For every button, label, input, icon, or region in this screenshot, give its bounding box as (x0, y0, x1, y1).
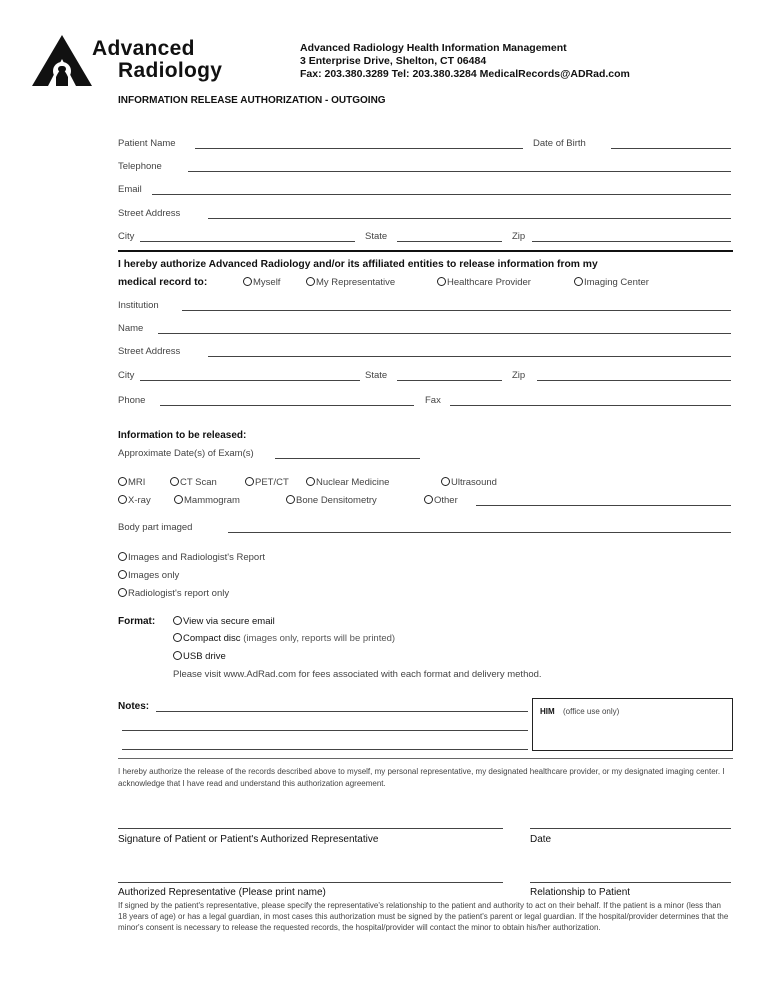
exam-dates-field[interactable] (277, 445, 418, 457)
recipient-name-label: Name (118, 323, 144, 334)
institution-field[interactable] (184, 297, 729, 309)
radio-my-representative[interactable] (306, 277, 395, 288)
recipient-fax-label: Fax (425, 395, 441, 406)
checkbox-pet-ct[interactable] (245, 477, 289, 488)
radio-label: Healthcare Provider (447, 277, 531, 288)
radio-label: Imaging Center (584, 277, 649, 288)
radio-imaging-center[interactable] (574, 277, 649, 288)
logo-text-advanced: Advanced (92, 37, 195, 60)
radio-healthcare-provider[interactable] (437, 277, 531, 288)
exam-option-label: Ultrasound (451, 477, 497, 488)
radio-circle-icon (118, 570, 127, 579)
format-option-label: View via secure email (183, 616, 275, 627)
patient-name-label: Patient Name (118, 138, 176, 149)
patient-name-field[interactable] (197, 135, 521, 147)
exam-option-label: Bone Densitometry (296, 495, 377, 506)
recipient-zip-label: Zip (512, 370, 526, 381)
fees-note: Please visit www.AdRad.com for fees associated with each format and delivery method. (173, 669, 542, 680)
dob-label: Date of Birth (533, 138, 586, 149)
radio-circle-icon (174, 495, 183, 504)
representative-label: Authorized Representative (Please print name) (118, 887, 326, 898)
footer-text: If signed by the patient's representative, please specify the representative's relationship to the patient and authority to act on their behalf. If the patient is a minor (less than 18 years of age) or has a legal guardian, in most cases this authorization must be signed by the patient's parent or legal guardian. If the hospital/provider determines that the minor's consent is necessary to release the requested records, the hospital/provider will contact the minor to obtain his/her authorization. (118, 901, 729, 932)
checkbox-other[interactable] (424, 495, 458, 506)
logo-text-radiology: Radiology (118, 59, 223, 82)
cd-note: (images only, reports will be printed) (243, 633, 396, 644)
radio-circle-icon (173, 651, 182, 660)
city-label: City (118, 231, 135, 242)
form-title: INFORMATION RELEASE AUTHORIZATION - OUTGOING (118, 95, 386, 106)
exam-dates-label: Approximate Date(s) of Exam(s) (118, 448, 254, 459)
recipient-phone-label: Phone (118, 395, 146, 406)
radio-usb-drive[interactable] (173, 651, 226, 662)
radio-images-and-report[interactable] (118, 552, 265, 563)
checkbox-mammogram[interactable] (174, 495, 240, 506)
org-block (300, 42, 630, 81)
signature-field[interactable] (120, 815, 501, 827)
notes-label: Notes: (118, 701, 150, 712)
checkbox-mri[interactable] (118, 477, 145, 488)
radio-compact-disc[interactable] (173, 633, 395, 644)
city-field[interactable] (142, 228, 353, 240)
radio-circle-icon (173, 633, 182, 642)
representative-name-field[interactable] (120, 869, 501, 881)
checkbox-x-ray[interactable] (118, 495, 151, 506)
exam-option-label: PET/CT (255, 477, 289, 488)
notes-field[interactable] (122, 698, 532, 756)
radio-circle-icon (118, 477, 127, 486)
checkbox-ultrasound[interactable] (441, 477, 497, 488)
exam-option-label: CT Scan (180, 477, 217, 488)
signature-date-label: Date (530, 834, 552, 845)
logo (30, 33, 265, 88)
signature-label: Signature of Patient or Patient's Authorized Representative (118, 834, 379, 845)
other-exam-field[interactable] (478, 492, 729, 504)
radio-circle-icon (118, 495, 127, 504)
relationship-field[interactable] (532, 869, 729, 881)
recipient-name-field[interactable] (160, 320, 729, 332)
radio-circle-icon (424, 495, 433, 504)
radio-circle-icon (245, 477, 254, 486)
radio-images-only[interactable] (118, 570, 179, 581)
format-option-label: Compact disc (183, 633, 241, 644)
zip-field[interactable] (534, 228, 729, 240)
street-address-field[interactable] (210, 205, 729, 217)
exam-option-label: X-ray (128, 495, 151, 506)
email-field[interactable] (154, 181, 729, 193)
recipient-city-label: City (118, 370, 135, 381)
checkbox-nuclear-medicine[interactable] (306, 477, 389, 488)
institution-label: Institution (118, 300, 159, 311)
telephone-label: Telephone (118, 161, 162, 172)
state-label: State (365, 231, 388, 242)
recipient-fax-field[interactable] (452, 392, 729, 404)
relationship-label: Relationship to Patient (530, 887, 631, 898)
checkbox-bone-densitometry[interactable] (286, 495, 377, 506)
body-part-label: Body part imaged (118, 522, 193, 533)
street-address-label: Street Address (118, 208, 181, 219)
format-option-label: USB drive (183, 651, 226, 662)
him-box (532, 698, 733, 751)
advanced-radiology-logo-icon (30, 33, 94, 88)
org-address: 3 Enterprise Drive, Shelton, CT 06484 (300, 55, 487, 67)
recipient-phone-field[interactable] (162, 392, 412, 404)
org-name: Advanced Radiology Health Information Management (300, 42, 567, 54)
radio-circle-icon (286, 495, 295, 504)
recipient-city-field[interactable] (142, 367, 358, 379)
release-option-label: Images only (128, 570, 180, 581)
radio-circle-icon (306, 477, 315, 486)
radio-label: Myself (253, 277, 281, 288)
recipient-zip-field[interactable] (539, 367, 729, 379)
authorize-statement-line1: I hereby authorize Advanced Radiology and/or its affiliated entities to release information from my (118, 259, 598, 270)
radio-circle-icon (118, 552, 127, 561)
state-field[interactable] (399, 228, 500, 240)
checkbox-ct-scan[interactable] (170, 477, 217, 488)
authorize-statement-line2: medical record to: (118, 277, 208, 288)
radio-circle-icon (306, 277, 315, 286)
recipient-state-field[interactable] (399, 367, 500, 379)
recipient-street-field[interactable] (210, 343, 729, 355)
radio-report-only[interactable] (118, 588, 229, 599)
recipient-state-label: State (365, 370, 388, 381)
radio-circle-icon (441, 477, 450, 486)
information-heading: Information to be released: (118, 430, 247, 441)
him-note: (office use only) (563, 707, 620, 716)
radio-circle-icon (437, 277, 446, 286)
format-label: Format: (118, 616, 156, 627)
radio-label: My Representative (316, 277, 396, 288)
radio-circle-icon (118, 588, 127, 597)
dob-field[interactable] (613, 135, 729, 147)
telephone-field[interactable] (190, 158, 729, 170)
section-divider (118, 250, 733, 252)
exam-option-label: MRI (128, 477, 146, 488)
exam-option-label: Other (434, 495, 458, 506)
recipient-street-label: Street Address (118, 346, 181, 357)
release-option-label: Images and Radiologist's Report (128, 552, 265, 563)
consent-text: I hereby authorize the release of the records described above to myself, my personal representative, my designated healthcare provider, or my designated imaging center. I acknowledge that I have read and understand this authorization agreement. (118, 767, 725, 788)
radio-myself[interactable] (243, 277, 280, 288)
him-label: HIM (540, 707, 555, 716)
release-option-label: Radiologist's report only (128, 588, 230, 599)
radio-circle-icon (173, 616, 182, 625)
radio-circle-icon (574, 277, 583, 286)
radio-circle-icon (170, 477, 179, 486)
signature-date-field[interactable] (532, 815, 729, 827)
radio-secure-email[interactable] (173, 616, 275, 627)
zip-label: Zip (512, 231, 526, 242)
email-label: Email (118, 184, 142, 195)
notes-divider (118, 758, 733, 759)
body-part-field[interactable] (230, 519, 729, 531)
org-contact: Fax: 203.380.3289 Tel: 203.380.3284 MedicalRecords@ADRad.com (300, 68, 630, 80)
exam-option-label: Nuclear Medicine (316, 477, 390, 488)
radio-circle-icon (243, 277, 252, 286)
exam-option-label: Mammogram (184, 495, 240, 506)
